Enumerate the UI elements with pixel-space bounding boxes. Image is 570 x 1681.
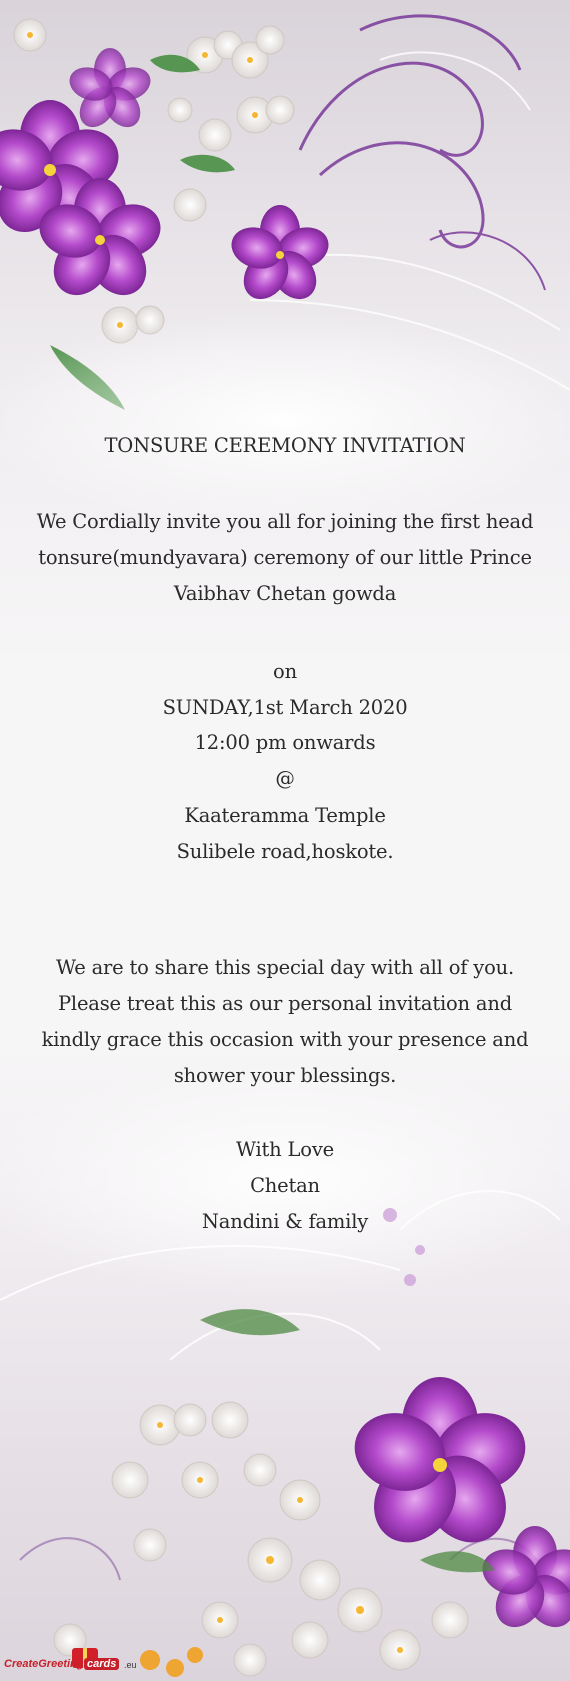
intro-line: Vaibhav Chetan gowda xyxy=(173,582,397,605)
venue-name: Kaateramma Temple xyxy=(184,804,386,827)
closing-text: With Love xyxy=(236,1138,334,1161)
site-watermark-logo[interactable] xyxy=(4,1648,138,1676)
invitation-title: TONSURE CEREMONY INVITATION xyxy=(104,434,466,457)
venue-address: Sulibele road,hoskote. xyxy=(176,840,394,863)
signature-line-2: Nandini & family xyxy=(201,1210,369,1233)
invitation-intro xyxy=(0,504,570,612)
top-swirls xyxy=(300,16,545,290)
message-line: shower your blessings. xyxy=(173,1064,397,1087)
signature-line-1: Chetan xyxy=(250,1174,320,1197)
message-line: Please treat this as our personal invitation and xyxy=(58,992,512,1015)
brand-text-highlight: cards xyxy=(84,1658,119,1670)
intro-line: We Cordially invite you all for joining the first head xyxy=(36,510,534,533)
brand-domain: .eu xyxy=(124,1660,137,1670)
on-text: on xyxy=(273,660,297,683)
event-date: SUNDAY,1st March 2020 xyxy=(162,696,408,719)
message-line: We are to share this special day with all of you. xyxy=(55,956,514,979)
message-line: kindly grace this occasion with your presence and xyxy=(41,1028,529,1051)
intro-line: tonsure(mundyavara) ceremony of our little Prince xyxy=(38,546,532,569)
event-time: 12:00 pm onwards xyxy=(194,731,376,754)
at-symbol: @ xyxy=(275,767,295,790)
brand-text: CreateGreeting xyxy=(4,1658,84,1670)
invitation-message xyxy=(0,950,570,1094)
